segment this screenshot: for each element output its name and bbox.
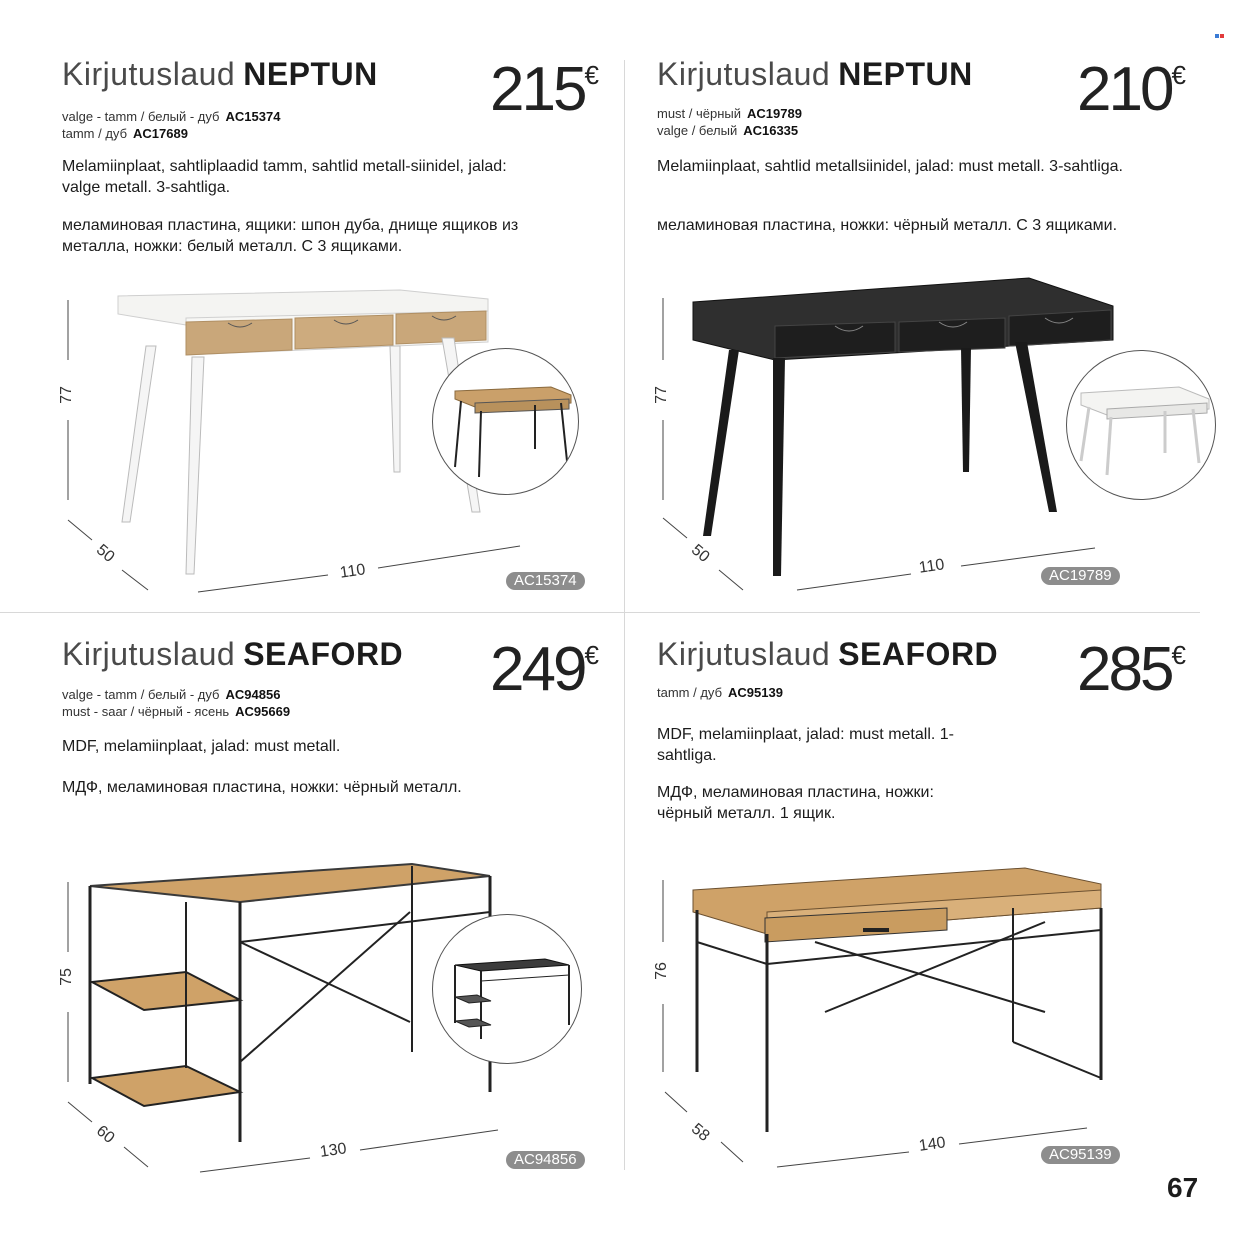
product-code-badge: AC15374 [506, 572, 585, 590]
product-title: Kirjutuslaud NEPTUN [62, 56, 378, 92]
variant-item: tamm / дуб AC17689 [62, 126, 188, 141]
dimension-width: 110 [338, 561, 367, 582]
alt-variant-image [433, 915, 581, 1063]
product-title: Kirjutuslaud NEPTUN [657, 56, 973, 92]
product-price: 215€ [490, 55, 599, 124]
alt-variant-thumbnail[interactable] [432, 914, 582, 1064]
dimension-width: 110 [917, 556, 946, 577]
dimension-width: 130 [318, 1140, 348, 1161]
product-card-neptun-white[interactable] [0, 0, 600, 600]
alt-variant-image [433, 349, 578, 494]
dimension-height: 75 [57, 968, 75, 986]
dimension-depth: 50 [687, 541, 713, 566]
product-price: 285€ [1077, 635, 1186, 704]
description-ru: МДФ, меламиновая пластина, ножки: чёрный металл. [62, 779, 462, 796]
product-image [0, 0, 600, 600]
dimension-depth: 60 [92, 1122, 118, 1147]
product-price: 249€ [490, 635, 599, 704]
description-et: MDF, melamiinplaat, jalad: must metall. 1-sahtliga. [657, 726, 954, 764]
dimension-height: 77 [652, 386, 670, 404]
description-et: Melamiinplaat, sahtlid metallsiinidel, jalad: must metall. 3-sahtliga. [657, 158, 1123, 175]
dimension-height: 76 [652, 962, 670, 980]
product-code-badge: AC94856 [506, 1151, 585, 1169]
description-ru: меламиновая пластина, ножки: чёрный металл. С 3 ящиками. [657, 217, 1118, 234]
product-title: Kirjutuslaud SEAFORD [657, 636, 999, 672]
description-et: MDF, melamiinplaat, jalad: must metall. [62, 738, 341, 755]
variant-item: valge / белый AC16335 [657, 123, 799, 138]
product-image [0, 612, 600, 1212]
product-card-neptun-black[interactable] [625, 0, 1225, 600]
variant-item: must - saar / чёрный - ясень AC95669 [62, 704, 291, 719]
product-title: Kirjutuslaud SEAFORD [62, 636, 404, 672]
product-price: 210€ [1077, 55, 1186, 124]
description-ru: МДФ, меламиновая пластина, ножки: чёрный металл. 1 ящик. [657, 784, 934, 822]
variant-item: tamm / дуб AC95139 [657, 685, 783, 700]
alt-variant-image [1067, 351, 1215, 499]
dimension-width: 140 [917, 1134, 947, 1155]
product-code-badge: AC95139 [1041, 1146, 1120, 1164]
dimension-depth: 50 [92, 541, 118, 566]
product-image [625, 0, 1225, 600]
page-number: 67 [1167, 1172, 1199, 1203]
alt-variant-thumbnail[interactable] [1066, 350, 1216, 500]
product-image [625, 612, 1225, 1212]
variant-item: must / чёрный AC19789 [657, 106, 802, 121]
variant-item: valge - tamm / белый - дуб AC94856 [62, 687, 281, 702]
product-card-seaford-shelves[interactable] [0, 612, 600, 1212]
dimension-depth: 58 [687, 1120, 713, 1145]
alt-variant-thumbnail[interactable] [432, 348, 579, 495]
description-et: Melamiinplaat, sahtliplaadid tamm, sahtlid metall-siinidel, jalad: valge metall. 3-sahtliga. [62, 158, 507, 196]
variant-item: valge - tamm / белый - дуб AC15374 [62, 109, 281, 124]
description-ru: меламиновая пластина, ящики: шпон дуба, днище ящиков из металла, ножки: белый металл. С 3 ящиками. [62, 217, 519, 255]
product-code-badge: AC19789 [1041, 567, 1120, 585]
dimension-height: 77 [57, 386, 75, 404]
product-card-seaford-drawer[interactable] [625, 612, 1225, 1212]
